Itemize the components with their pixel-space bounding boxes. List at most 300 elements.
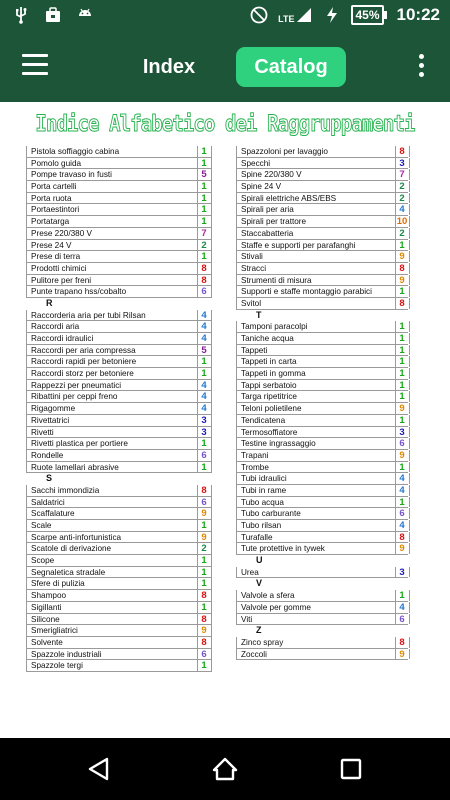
index-row[interactable]: [236, 497, 408, 509]
index-row[interactable]: [26, 333, 212, 345]
index-item-name: Rivettatrici: [31, 415, 70, 425]
page-number: 8: [201, 590, 207, 602]
index-row[interactable]: [236, 567, 408, 579]
cell-divider: [211, 356, 212, 367]
cell-divider: [409, 637, 410, 648]
cell-divider: [211, 532, 212, 543]
index-item-name: Tendicatena: [241, 415, 286, 425]
index-row[interactable]: [26, 216, 212, 228]
cell-divider: [409, 240, 410, 251]
cell-divider: [409, 602, 410, 613]
index-row[interactable]: [26, 532, 212, 544]
page-number: 1: [201, 520, 207, 531]
index-item-name: Porta cartelli: [31, 182, 77, 192]
index-item-name: Pompe travaso in fusti: [31, 170, 113, 180]
index-row[interactable]: [26, 228, 212, 240]
index-row[interactable]: [236, 263, 408, 275]
index-row[interactable]: [236, 403, 408, 415]
page-number: 1: [201, 368, 207, 380]
usb-icon: [12, 6, 30, 24]
page-number: 2: [399, 192, 405, 204]
cell-divider: [211, 614, 212, 625]
index-item-name: Taniche acqua: [241, 334, 294, 343]
cell-divider: [211, 625, 212, 636]
page-number: 5: [201, 169, 207, 181]
index-item-name: Rivetti: [31, 427, 54, 437]
page-number: 9: [201, 508, 207, 520]
page-number: 3: [399, 566, 405, 578]
index-row[interactable]: [26, 637, 212, 649]
cell-divider: [409, 286, 410, 297]
index-row[interactable]: [26, 427, 212, 439]
index-row[interactable]: [26, 614, 212, 626]
index-item-name: Smerigliatrici: [31, 626, 78, 636]
index-item-name: Raccordi rapidi per betoniere: [31, 357, 137, 367]
index-item-name: Spazzoloni per lavaggio: [241, 147, 328, 156]
index-row[interactable]: [236, 427, 408, 439]
index-row[interactable]: [236, 181, 408, 193]
cell-divider: [211, 286, 212, 297]
cell-divider: [211, 403, 212, 414]
page-number: 1: [399, 461, 405, 473]
index-row[interactable]: [26, 567, 212, 579]
index-row[interactable]: [26, 485, 212, 497]
index-row[interactable]: [236, 485, 408, 497]
page-number: 1: [201, 660, 207, 672]
index-row[interactable]: [26, 578, 212, 590]
index-row[interactable]: [26, 543, 212, 555]
index-item-name: Urea: [241, 567, 259, 577]
status-bar: [0, 0, 450, 32]
page-number: 1: [201, 461, 207, 473]
index-row[interactable]: [236, 438, 408, 450]
index-letter-heading: [236, 555, 408, 567]
index-item-name: Ribattini per ceppi freno: [31, 392, 118, 402]
index-item-name: Scatole di derivazione: [31, 544, 112, 554]
index-row[interactable]: [236, 380, 408, 392]
page-number: 4: [201, 379, 207, 391]
index-row[interactable]: [236, 356, 408, 368]
index-item-name: Spine 220/380 V: [241, 170, 302, 180]
page-number: 2: [201, 239, 207, 251]
letter-label: S: [46, 473, 53, 484]
page-number: 9: [399, 274, 405, 286]
cell-divider: [211, 590, 212, 601]
cell-divider: [211, 146, 212, 157]
index-row[interactable]: [236, 286, 408, 298]
cell-divider: [211, 415, 212, 426]
index-item-name: Porta ruota: [31, 193, 72, 203]
page-number: 4: [399, 520, 405, 531]
cell-divider: [409, 450, 410, 461]
index-row[interactable]: [26, 263, 212, 275]
index-row[interactable]: [26, 310, 212, 322]
cell-divider: [211, 649, 212, 660]
index-row[interactable]: [236, 298, 408, 310]
cell-divider: [409, 204, 410, 215]
index-row[interactable]: [236, 275, 408, 287]
index-row[interactable]: [26, 602, 212, 614]
letter-label: V: [256, 578, 263, 589]
index-row[interactable]: [26, 625, 212, 637]
battery-indicator: [351, 5, 386, 25]
page-number: 1: [201, 204, 207, 216]
index-row[interactable]: [26, 204, 212, 216]
cell-divider: [409, 251, 410, 262]
page-number: 1: [201, 192, 207, 204]
index-item-name: Staffe e supporti per parafanghi: [241, 240, 356, 250]
battery-cap: [384, 11, 387, 19]
index-row[interactable]: [236, 240, 408, 252]
page-number: 6: [399, 438, 405, 450]
index-item-name: Tubo rilsan: [241, 521, 282, 530]
index-row[interactable]: [26, 251, 212, 263]
cell-divider: [409, 356, 410, 367]
page-number: 9: [399, 543, 405, 555]
index-row[interactable]: [236, 649, 408, 661]
cell-divider: [211, 333, 212, 344]
page-number: 1: [201, 566, 207, 578]
index-row[interactable]: [26, 240, 212, 252]
index-item-name: Termosoffiatore: [241, 427, 298, 437]
index-row[interactable]: [236, 228, 408, 240]
index-letter-heading: [236, 310, 408, 322]
index-item-name: Saldatrici: [31, 497, 65, 507]
page-number: 9: [399, 648, 405, 660]
page-number: 4: [399, 601, 405, 613]
cell-divider: [211, 251, 212, 262]
page-number: 3: [399, 157, 405, 169]
index-item-name: Specchi: [241, 158, 271, 168]
page-number: 7: [201, 227, 207, 239]
index-row[interactable]: [236, 520, 408, 532]
index-item-name: Spirali per aria: [241, 205, 294, 215]
index-item-name: Ruote lamellari abrasive: [31, 462, 119, 472]
page-number: 9: [399, 403, 405, 415]
cell-divider: [409, 380, 410, 391]
back-triangle-icon[interactable]: [85, 756, 113, 782]
cell-divider: [409, 614, 410, 625]
index-row[interactable]: [236, 146, 408, 158]
page-number: 1: [399, 379, 405, 391]
index-row[interactable]: [26, 380, 212, 392]
index-row[interactable]: [236, 368, 408, 380]
index-row[interactable]: [236, 614, 408, 626]
index-item-name: Prese 24 V: [31, 240, 72, 250]
index-row[interactable]: [26, 497, 212, 509]
index-row[interactable]: [236, 216, 408, 228]
page-number: 8: [201, 484, 207, 496]
cell-divider: [211, 602, 212, 613]
index-row[interactable]: [26, 391, 212, 403]
index-item-name: Portatarga: [31, 217, 70, 227]
index-row[interactable]: [236, 169, 408, 181]
index-row[interactable]: [26, 368, 212, 380]
cell-divider: [211, 578, 212, 589]
page-number: 9: [399, 251, 405, 263]
page-number: 4: [201, 391, 207, 403]
page-number: 1: [399, 321, 405, 333]
cell-divider: [409, 497, 410, 508]
page-number: 1: [399, 239, 405, 251]
index-letter-heading: [26, 473, 212, 485]
index-item-name: Targa ripetitrice: [241, 392, 297, 402]
cell-divider: [409, 333, 410, 344]
page-number: 8: [201, 274, 207, 286]
cell-divider: [211, 158, 212, 169]
cell-divider: [211, 555, 212, 566]
index-item-name: Sfere di pulizia: [31, 579, 85, 589]
index-row[interactable]: [236, 391, 408, 403]
index-item-name: Valvole per gomme: [241, 602, 311, 612]
android-icon: [76, 6, 94, 24]
cell-divider: [409, 473, 410, 484]
signal-icon: [295, 6, 313, 24]
index-item-name: Turafalle: [241, 532, 273, 542]
tab-catalog[interactable]: Catalog: [236, 47, 346, 87]
cell-divider: [409, 321, 410, 332]
hamburger-icon[interactable]: [22, 54, 48, 76]
index-item-name: Portaestintori: [31, 205, 80, 215]
cell-divider: [211, 169, 212, 180]
signal-group: [278, 6, 313, 24]
index-row[interactable]: [236, 590, 408, 602]
index-row[interactable]: [26, 508, 212, 520]
cell-divider: [409, 298, 410, 309]
page-number: 3: [201, 414, 207, 426]
page-number: 9: [399, 449, 405, 461]
page-number: 1: [201, 251, 207, 263]
index-row[interactable]: [236, 251, 408, 263]
index-letter-heading: [236, 578, 408, 590]
page-number: 6: [399, 508, 405, 520]
index-row[interactable]: [26, 321, 212, 333]
index-row[interactable]: [26, 181, 212, 193]
cell-divider: [409, 368, 410, 379]
index-item-name: Rigagomme: [31, 404, 76, 414]
cell-divider: [211, 275, 212, 286]
index-row[interactable]: [236, 415, 408, 427]
index-item-name: Prese di terra: [31, 252, 81, 262]
page-number: 6: [201, 648, 207, 660]
cell-divider: [211, 204, 212, 215]
index-row[interactable]: [26, 520, 212, 532]
index-item-name: Tubo carburante: [241, 509, 301, 519]
cell-divider: [409, 508, 410, 519]
page-number: 1: [201, 438, 207, 450]
index-item-name: Valvole a sfera: [241, 591, 295, 601]
index-row[interactable]: [236, 532, 408, 544]
index-row[interactable]: [236, 450, 408, 462]
index-row[interactable]: [26, 158, 212, 170]
cell-divider: [211, 228, 212, 239]
catalog-page[interactable]: [0, 102, 450, 738]
page-number: 8: [399, 146, 405, 157]
app-bar: [0, 32, 450, 102]
index-item-name: Shampoo: [31, 591, 67, 601]
index-item-name: Tubi idraulici: [241, 474, 287, 484]
cell-divider: [409, 590, 410, 601]
page-number: 5: [201, 344, 207, 356]
index-row[interactable]: [26, 356, 212, 368]
index-row[interactable]: [26, 415, 212, 427]
cell-divider: [409, 158, 410, 169]
cell-divider: [211, 216, 212, 227]
document-title: Indice Alfabetico dei Raggruppamenti: [35, 112, 415, 137]
cell-divider: [409, 462, 410, 473]
index-row[interactable]: [236, 543, 408, 555]
index-item-name: Prodotti chimici: [31, 263, 87, 273]
index-row[interactable]: [26, 345, 212, 357]
index-item-name: Tute protettive in tywek: [241, 544, 325, 554]
page-number: 8: [201, 262, 207, 274]
index-row[interactable]: [236, 345, 408, 357]
cell-divider: [211, 508, 212, 519]
cell-divider: [211, 485, 212, 496]
index-item-name: Raccorderia aria per tubi Rilsan: [31, 310, 146, 320]
cell-divider: [409, 427, 410, 438]
page-number: 2: [399, 181, 405, 193]
index-item-name: Stracci: [241, 263, 267, 273]
cell-divider: [409, 275, 410, 286]
page-number: 1: [201, 356, 207, 368]
index-item-name: Silicone: [31, 614, 60, 624]
cell-divider: [409, 485, 410, 496]
cell-divider: [409, 567, 410, 578]
index-item-name: Scale: [31, 521, 52, 530]
index-row[interactable]: [26, 590, 212, 602]
cell-divider: [211, 438, 212, 449]
index-item-name: Sacchi immondizia: [31, 485, 100, 495]
index-row[interactable]: [26, 286, 212, 298]
index-item-name: Tappeti in carta: [241, 357, 297, 367]
page-number: 1: [399, 333, 405, 344]
index-row[interactable]: [26, 403, 212, 415]
recents-square-icon[interactable]: [338, 756, 366, 782]
index-column-right: [236, 146, 408, 660]
page-number: 1: [201, 157, 207, 169]
index-row[interactable]: [26, 193, 212, 205]
cell-divider: [409, 543, 410, 554]
page-number: 8: [201, 613, 207, 625]
index-item-name: Prese 220/380 V: [31, 228, 92, 238]
index-item-name: Trombe: [241, 462, 269, 472]
page-number: 10: [396, 216, 408, 228]
index-item-name: Raccordi storz per betoniere: [31, 369, 134, 379]
page-number: 1: [399, 344, 405, 356]
cell-divider: [211, 497, 212, 508]
page-number: 4: [201, 309, 207, 321]
index-row[interactable]: [236, 193, 408, 205]
cell-divider: [211, 240, 212, 251]
cell-divider: [211, 391, 212, 402]
status-right-icons: [250, 5, 440, 25]
clock: 10:22: [396, 5, 440, 24]
tab-index[interactable]: Index: [142, 56, 196, 78]
index-row[interactable]: [26, 146, 212, 158]
index-row[interactable]: [236, 321, 408, 333]
index-row[interactable]: [236, 204, 408, 216]
index-row[interactable]: [26, 462, 212, 474]
index-row[interactable]: [236, 462, 408, 474]
index-item-name: Solvente: [31, 637, 63, 647]
index-item-name: Trapani: [241, 450, 269, 460]
index-item-name: Spazzole industriali: [31, 649, 102, 659]
cell-divider: [211, 193, 212, 204]
index-item-name: Tamponi paracolpi: [241, 322, 308, 332]
page-number: 6: [201, 496, 207, 508]
cell-divider: [211, 520, 212, 531]
cell-divider: [409, 391, 410, 402]
page-number: 4: [399, 473, 405, 485]
cell-divider: [211, 450, 212, 461]
index-letter-heading: [236, 625, 408, 637]
index-item-name: Scaffalature: [31, 509, 75, 519]
page-number: 1: [201, 601, 207, 613]
cell-divider: [211, 427, 212, 438]
index-row[interactable]: [26, 438, 212, 450]
index-row[interactable]: [26, 649, 212, 661]
page-number: 8: [399, 297, 405, 309]
more-vertical-icon[interactable]: [416, 54, 426, 80]
page-number: 1: [201, 578, 207, 590]
index-item-name: Pulitore per freni: [31, 275, 92, 285]
letter-label: U: [256, 555, 263, 566]
index-item-name: Scope: [31, 556, 55, 566]
page-number: 4: [201, 333, 207, 344]
index-row[interactable]: [26, 660, 212, 672]
index-row[interactable]: [26, 450, 212, 462]
index-row[interactable]: [26, 169, 212, 181]
do-not-disturb-icon: [250, 6, 268, 24]
index-item-name: Tappeti: [241, 345, 268, 355]
page-number: 4: [201, 321, 207, 333]
index-item-name: Spazzole tergi: [31, 661, 83, 671]
system-nav-bar: [0, 738, 450, 800]
index-item-name: Testine ingrassaggio: [241, 439, 316, 449]
letter-label: Z: [256, 625, 262, 636]
index-item-name: Tappeti in gomma: [241, 369, 306, 379]
cell-divider: [409, 181, 410, 192]
page-number: 1: [399, 368, 405, 380]
index-item-name: Raccordi idraulici: [31, 334, 94, 343]
page-number: 8: [399, 531, 405, 543]
index-row[interactable]: [26, 555, 212, 567]
cell-divider: [409, 345, 410, 356]
page-number: 1: [399, 356, 405, 368]
network-label: LTE: [278, 14, 295, 24]
index-row[interactable]: [236, 637, 408, 649]
index-item-name: Spirali per trattore: [241, 217, 307, 227]
letter-label: T: [256, 309, 262, 320]
page-number: 2: [201, 543, 207, 555]
home-icon[interactable]: [211, 756, 239, 782]
cell-divider: [409, 520, 410, 531]
index-row[interactable]: [26, 275, 212, 287]
page-number: 4: [399, 204, 405, 216]
index-row[interactable]: [236, 508, 408, 520]
cell-divider: [409, 193, 410, 204]
cell-divider: [409, 216, 410, 227]
index-row[interactable]: [236, 602, 408, 614]
page-number: 4: [201, 403, 207, 415]
index-item-name: Strumenti di misura: [241, 275, 312, 285]
page-number: 3: [201, 426, 207, 438]
index-row[interactable]: [236, 473, 408, 485]
index-row[interactable]: [236, 333, 408, 345]
page-number: 9: [201, 531, 207, 543]
index-row[interactable]: [236, 158, 408, 170]
